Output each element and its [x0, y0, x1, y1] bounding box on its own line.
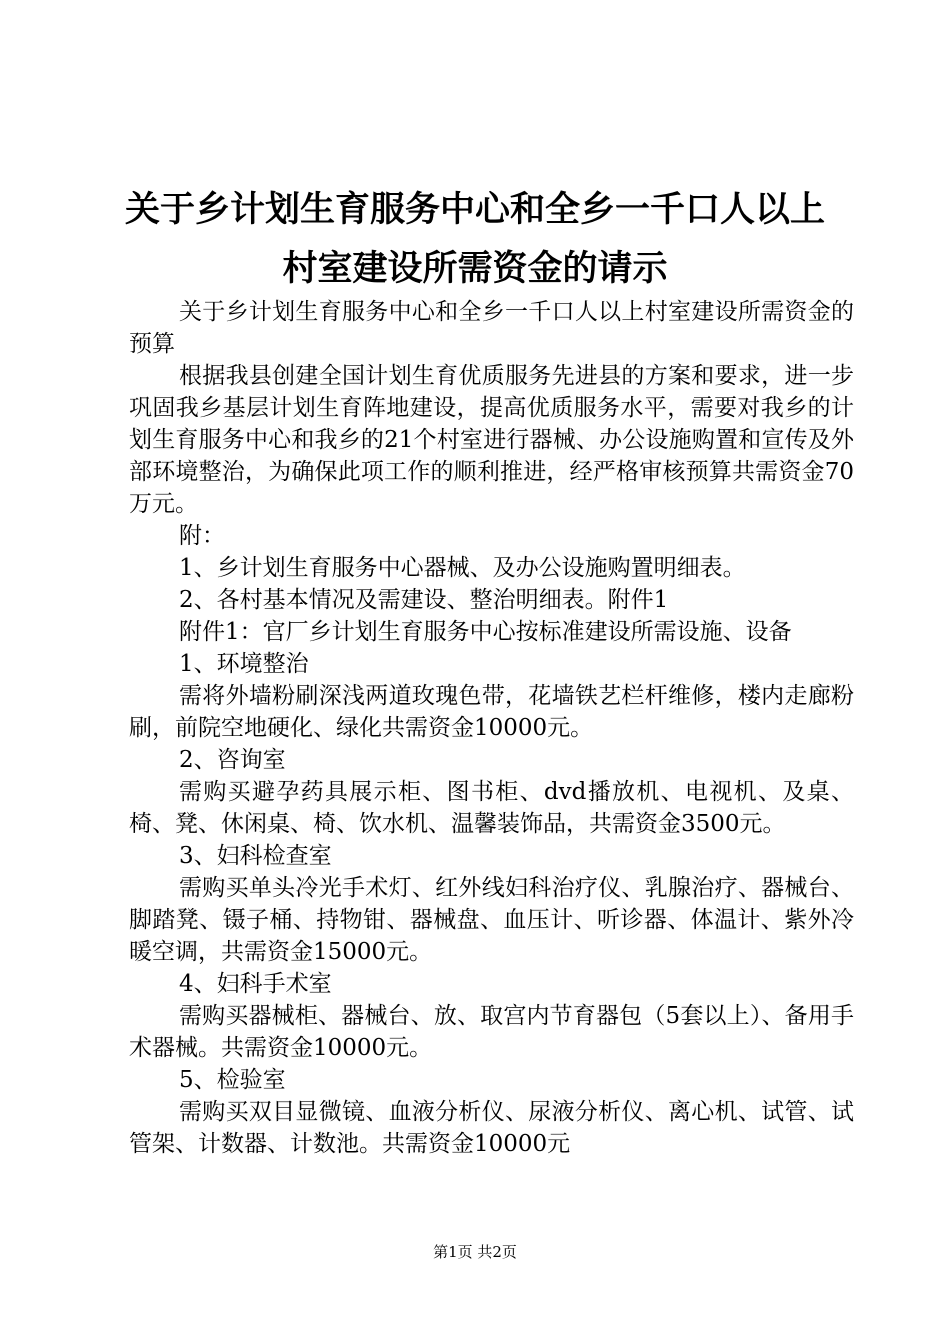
- section-text-gynecology-surgery-room: 需购买器械柜、器械台、放、取宫内节育器包（5套以上）、备用手术器械。共需资金10000元。: [129, 1003, 854, 1061]
- section-heading-gynecology-exam-room: 3、妇科检查室: [179, 843, 332, 869]
- attachment-label: 附：: [179, 523, 225, 549]
- section-heading-gynecology-surgery-room: 4、妇科手术室: [179, 971, 332, 997]
- section-text-consulting-room: 需购买避孕药具展示柜、图书柜、dvd播放机、电视机、及桌、椅、凳、休闲桌、椅、饮水机、温馨装饰品，共需资金3500元。: [129, 779, 854, 837]
- section-text-gynecology-exam-room: 需购买单头冷光手术灯、红外线妇科治疗仪、乳腺治疗、器械台、脚踏凳、镊子桶、持物钳、器械盘、血压计、听诊器、体温计、紫外冷暖空调，共需资金15000元。: [129, 875, 854, 965]
- attachment-item-1: 1、乡计划生育服务中心器械、及办公设施购置明细表。: [179, 555, 746, 581]
- budget-heading-paragraph: 关于乡计划生育服务中心和全乡一千口人以上村室建设所需资金的预算: [129, 299, 854, 357]
- section-text-environment: 需将外墙粉刷深浅两道玫瑰色带，花墙铁艺栏杆维修，楼内走廊粉刷，前院空地硬化、绿化共需资金10000元。: [129, 683, 854, 741]
- attachment-1-heading: 附件1：官厂乡计划生育服务中心按标准建设所需设施、设备: [179, 619, 792, 645]
- section-heading-consulting-room: 2、咨询室: [179, 747, 286, 773]
- section-text-laboratory: 需购买双目显微镜、血液分析仪、尿液分析仪、离心机、试管、试管架、计数器、计数池。共需资金10000元: [129, 1099, 854, 1157]
- document-title-line-1: 关于乡计划生育服务中心和全乡一千口人以上: [124, 190, 825, 230]
- document-body: [129, 296, 854, 1160]
- background-paragraph: 根据我县创建全国计划生育优质服务先进县的方案和要求，进一步巩固我乡基层计划生育阵地建设，提高优质服务水平，需要对我乡的计划生育服务中心和我乡的21个村室进行器械、办公设施购置和宣传及外部环境整治，为确保此项工作的顺利推进，经严格审核预算共需资金70万元。: [129, 363, 854, 517]
- attachment-item-2: 2、各村基本情况及需建设、整治明细表。附件1: [179, 587, 669, 613]
- section-heading-environment: 1、环境整治: [179, 651, 309, 677]
- document-title-line-2: 村室建设所需资金的请示: [282, 249, 668, 289]
- page-number-footer: 第1页 共2页: [433, 1243, 517, 1261]
- section-heading-laboratory: 5、检验室: [179, 1067, 286, 1093]
